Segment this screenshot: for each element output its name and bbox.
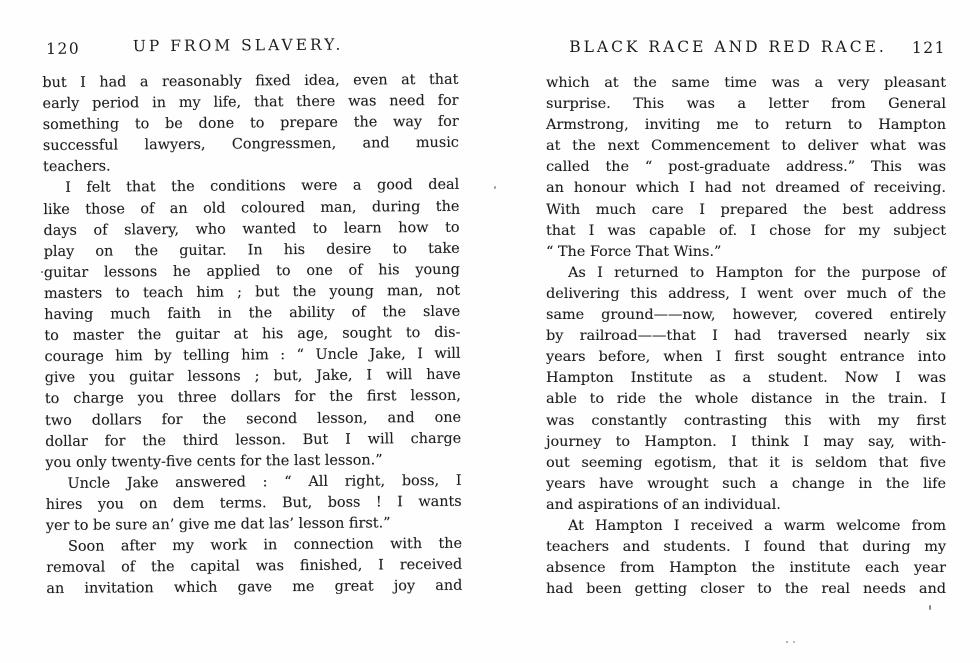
text-line: called the “ post-graduate address.” This was	[546, 159, 946, 176]
paragraph	[46, 534, 462, 601]
right-running-title: BLACK RACE AND RED RACE.	[569, 38, 887, 56]
text-line: like those of an old coloured man, during the	[43, 198, 460, 218]
text-line: dollar for the third lesson. But I will charge	[45, 430, 462, 450]
text-line: masters to teach him ; but the young man, not	[43, 282, 461, 302]
paragraph	[45, 471, 461, 538]
text-line: courage him by telling him : “ Uncle Jake, I will	[44, 345, 461, 366]
text-line: but I had a reasonably fixed idea, even at that	[42, 71, 459, 91]
left-page	[42, 35, 462, 601]
paragraph	[546, 73, 946, 263]
right-page-header	[546, 38, 946, 58]
scan-speck	[793, 641, 795, 643]
text-line: years have wrought such a change in the life	[546, 475, 946, 492]
text-line: two dollars for the second lesson, and one	[44, 409, 462, 429]
text-line: surprise. This was a letter from General	[546, 96, 946, 113]
text-line: With much care I prepared the best address	[546, 201, 946, 218]
text-line: teachers.	[42, 158, 111, 176]
text-line: teachers and students. I found that during my	[546, 539, 946, 556]
text-line: to master the guitar at his age, sought to dis-	[44, 324, 461, 345]
text-line: having much faith in the ability of the slave	[44, 303, 461, 324]
text-line: early period in my life, that there was need for	[42, 92, 459, 113]
left-page-header	[42, 35, 458, 58]
text-line: “ The Force That Wins.”	[546, 243, 722, 260]
text-line: that I was capable of. I chose for my subject	[546, 222, 946, 239]
left-running-title: UP FROM SLAVERY.	[132, 35, 344, 56]
text-line: removal of the capital was finished, I received	[46, 556, 463, 577]
text-line: same ground——now, however, covered entirely	[546, 307, 946, 324]
text-line: had been getting closer to the real needs and	[546, 581, 946, 598]
text-line: an invitation which gave me great joy and	[46, 577, 463, 598]
text-line: Soon after my work in connection with the	[67, 535, 463, 555]
scan-speck	[786, 641, 788, 643]
text-line: to charge you three dollars for the first lesson,	[44, 388, 461, 408]
text-line: Uncle Jake answered : “ All right, boss, I	[67, 472, 462, 492]
text-line: yer to be sure an’ give me dat las’ lesson first.”	[45, 515, 391, 534]
text-line: play on the guitar. In his desire to take	[43, 240, 460, 260]
scan-speck	[494, 186, 496, 189]
text-line: Armstrong, inviting me to return to Hampton	[546, 117, 946, 134]
paragraph	[546, 263, 946, 516]
text-line: give you guitar lessons ; but, Jake, I will have	[44, 367, 461, 387]
text-line: At Hampton I received a warm welcome from	[568, 517, 946, 534]
text-line: I felt that the conditions were a good deal	[65, 177, 460, 197]
text-line: which at the same time was a very pleasant	[546, 75, 946, 91]
text-line: out seeming egotism, that it is seldom that five	[546, 454, 946, 471]
scan-speck	[929, 605, 931, 610]
text-line: years before, when I first sought entrance into	[546, 349, 946, 366]
right-page-text	[546, 73, 946, 600]
text-line: and aspirations of an individual.	[546, 496, 781, 513]
scan-speck	[41, 271, 43, 273]
text-line: As I returned to Hampton for the purpose of	[568, 264, 946, 281]
text-line: journey to Hampton. I think I may say, with-	[546, 433, 946, 450]
text-line: you only twenty-five cents for the last lesson.”	[45, 452, 383, 471]
left-page-number: 120	[46, 39, 81, 58]
text-line: hires you on dem terms. But, boss ! I wants	[45, 493, 462, 513]
text-line: something to be done to prepare the way for	[42, 113, 459, 134]
text-line: Hampton Institute as a student. Now I was	[546, 370, 946, 387]
text-line: an honour which I had not dreamed of receiving.	[546, 180, 946, 197]
text-line: by railroad——that I had traversed nearly six	[546, 328, 946, 345]
text-line: days of slavery, who wanted to learn how to	[43, 219, 460, 239]
text-line: absence from Hampton the institute each year	[546, 560, 946, 577]
text-line: able to ride the whole distance in the train. I	[546, 391, 946, 408]
text-line: delivering this address, I went over much of the	[546, 285, 946, 302]
paragraph	[43, 175, 461, 474]
text-line: at the next Commencement to deliver what was	[546, 138, 946, 155]
text-line: successful lawyers, Congressmen, and music	[42, 135, 459, 155]
text-line: was constantly contrasting this with my first	[546, 412, 946, 429]
text-line: guitar lessons he applied to one of his young	[43, 261, 460, 281]
paragraph	[546, 516, 946, 600]
left-page-text	[42, 70, 462, 601]
paragraph	[42, 70, 459, 179]
right-page	[546, 38, 946, 600]
right-page-number: 121	[911, 39, 946, 57]
